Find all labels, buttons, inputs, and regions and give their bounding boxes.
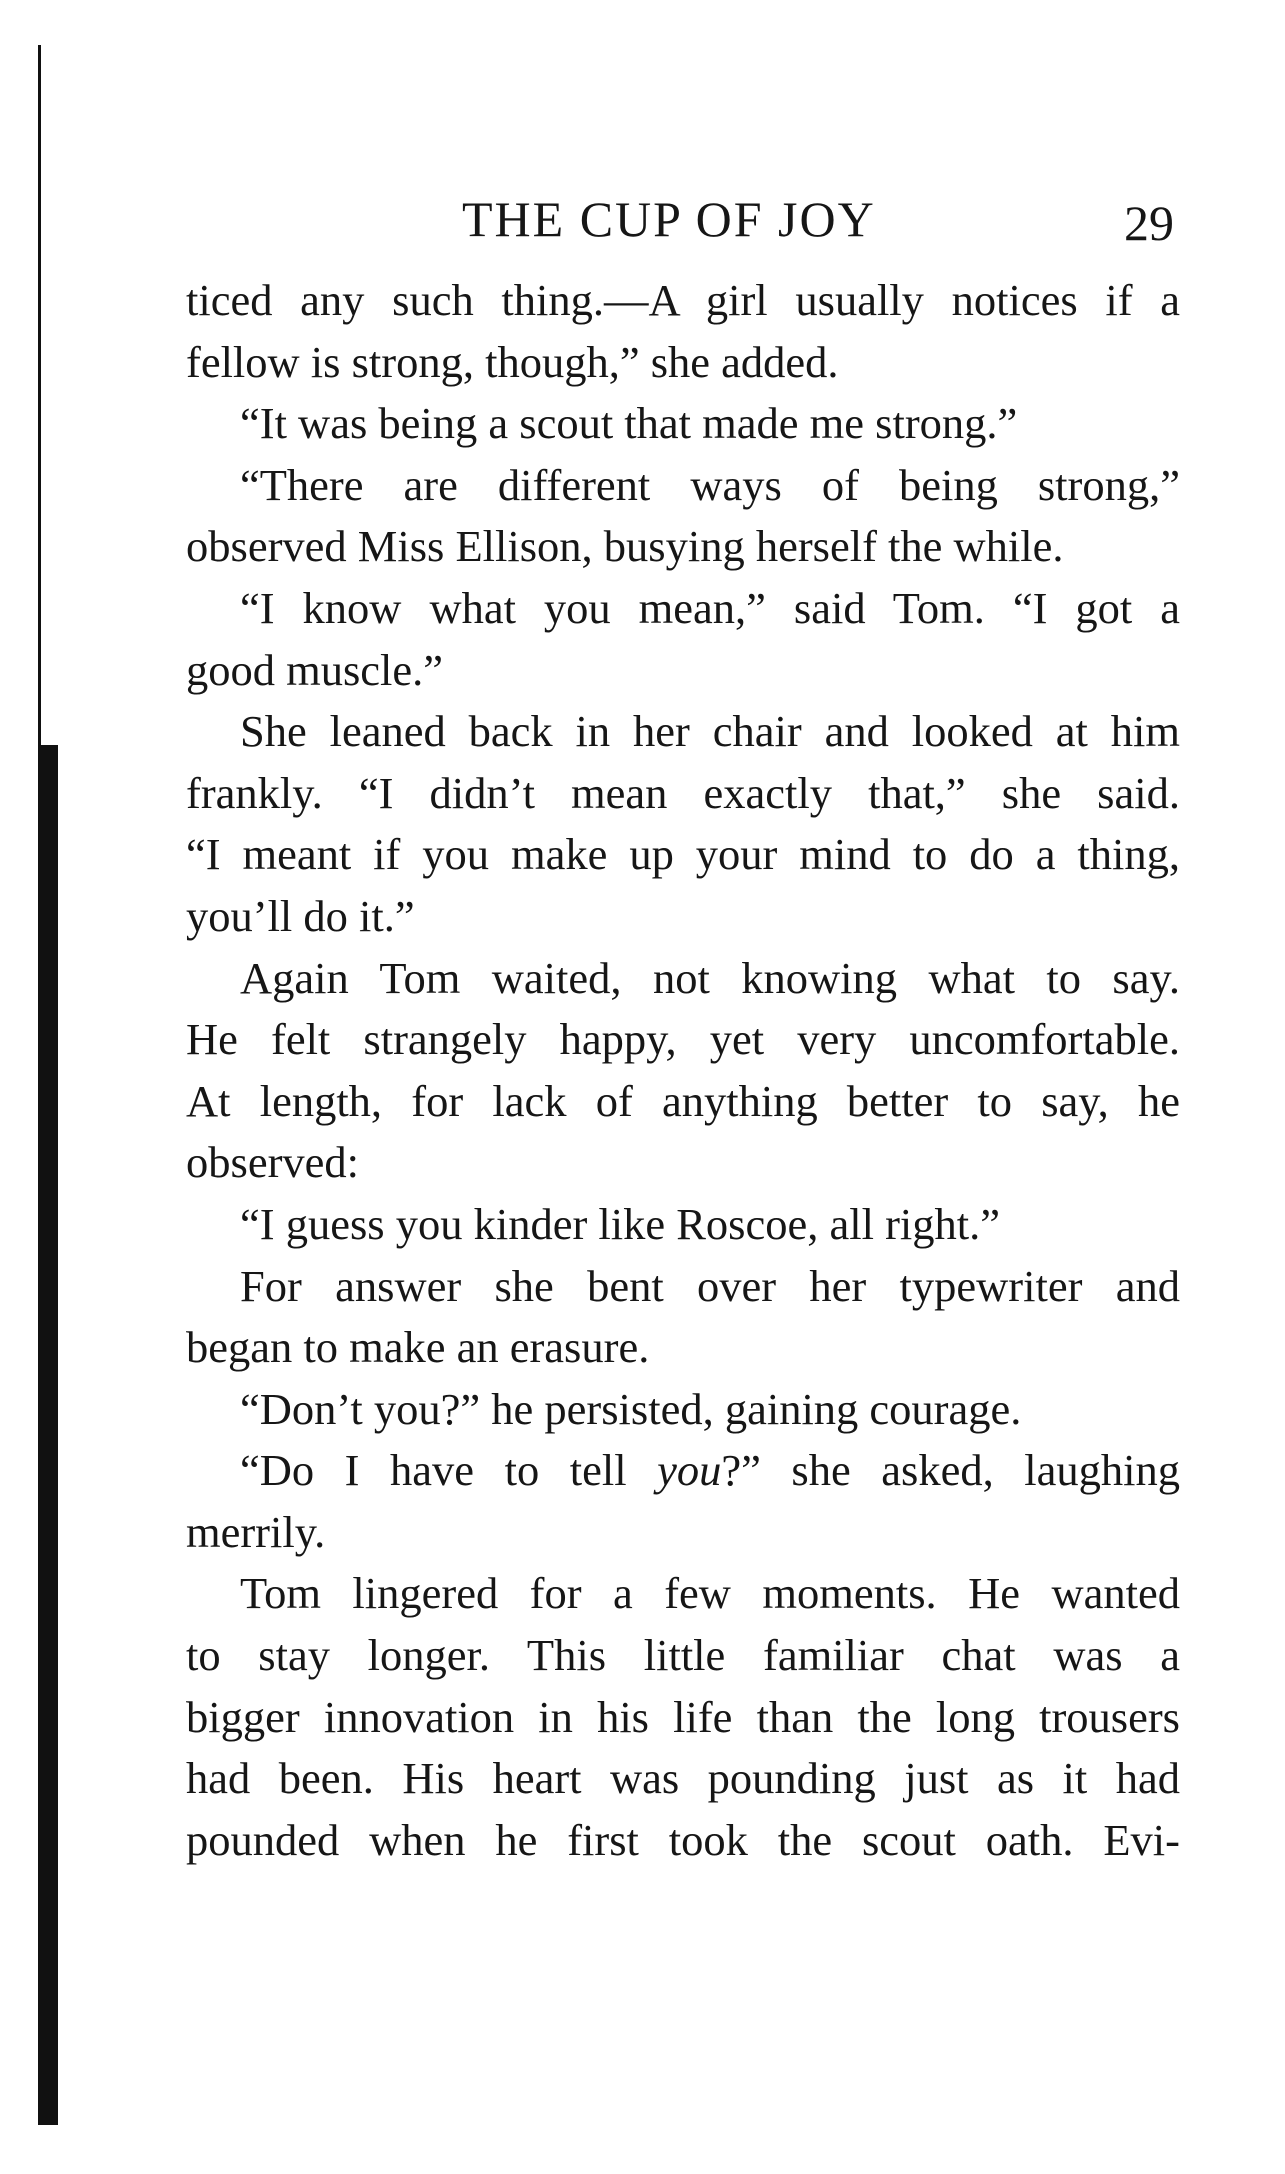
- text-line: “There are different ways of being strong,”: [240, 459, 1180, 510]
- text-line: Again Tom waited, not knowing what to say.: [240, 952, 1180, 1003]
- text-line: observed:: [186, 1137, 360, 1188]
- text-line: ticed any such thing.—A girl usually notices if a: [186, 275, 1180, 325]
- text-line: She leaned back in her chair and looked at him: [240, 706, 1180, 757]
- text-line: you’ll do it.”: [186, 890, 415, 941]
- body-text: [186, 270, 1180, 1871]
- text-line: fellow is strong, though,” she added.: [186, 336, 839, 387]
- text-line: Tom lingered for a few moments. He wanted: [240, 1568, 1180, 1619]
- text-line: began to make an erasure.: [186, 1322, 650, 1373]
- text-line: He felt strangely happy, yet very uncomfortable.: [186, 1014, 1180, 1065]
- text-line: For answer she bent over her typewriter and: [240, 1260, 1180, 1311]
- text-segment: “Do I have to tell: [240, 1445, 658, 1496]
- text-line: “I guess you kinder like Roscoe, all right.”: [240, 1198, 1001, 1249]
- text-line: observed Miss Ellison, busying herself the while.: [186, 521, 1064, 572]
- text-line: good muscle.”: [186, 644, 444, 695]
- text-line: pounded when he first took the scout oath. Evi-: [186, 1814, 1180, 1865]
- text-line: merrily.: [186, 1506, 326, 1557]
- text-line: bigger innovation in his life than the long trousers: [186, 1691, 1180, 1742]
- running-title: THE CUP OF JOY: [462, 191, 876, 247]
- text-line: [186, 1440, 1180, 1502]
- text-line: to stay longer. This little familiar chat was a: [186, 1630, 1180, 1681]
- text-line: had been. His heart was pounding just as it had: [186, 1753, 1180, 1804]
- page-number: 29: [1124, 195, 1174, 251]
- binding-edge: [38, 45, 41, 745]
- text-segment: ?” she asked, laughing: [721, 1445, 1180, 1496]
- text-line: At length, for lack of anything better to say, he: [186, 1075, 1180, 1126]
- italic-word: you: [657, 1445, 722, 1496]
- text-line: “I meant if you make up your mind to do a thing,: [186, 829, 1180, 880]
- text-line: “It was being a scout that made me strong.”: [240, 398, 1018, 449]
- binding-shadow: [38, 745, 58, 2125]
- page-header: [186, 186, 1180, 252]
- text-line: “I know what you mean,” said Tom. “I got a: [240, 582, 1180, 633]
- text-line: frankly. “I didn’t mean exactly that,” she said.: [186, 767, 1180, 818]
- text-line: “Don’t you?” he persisted, gaining courage.: [240, 1383, 1022, 1434]
